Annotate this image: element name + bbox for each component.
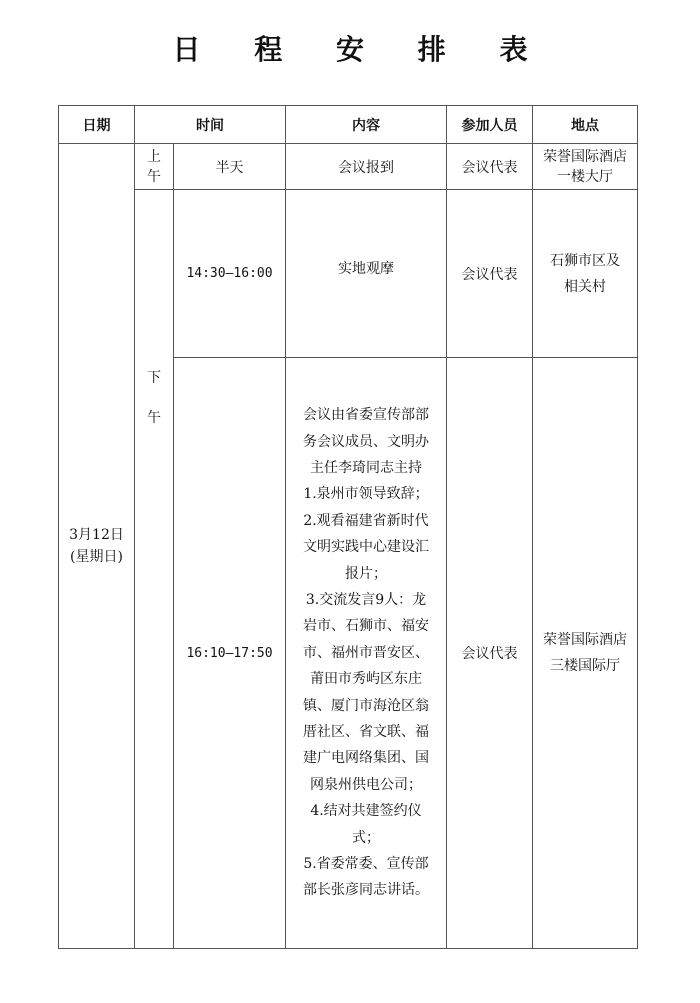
- content-line: 厝社区、省文联、福: [303, 724, 429, 741]
- morning-location: [533, 144, 638, 190]
- table-row: [59, 190, 638, 358]
- header-date: 日期: [59, 106, 135, 144]
- meeting-location: [533, 358, 638, 949]
- content-line: 式；: [352, 829, 380, 846]
- afternoon-label-2: 午: [147, 410, 161, 426]
- content-line: 务会议成员、文明办: [303, 433, 429, 450]
- date-day: 3月12日: [69, 527, 124, 543]
- table-row: [59, 144, 638, 190]
- meeting-location-2: 三楼国际厅: [550, 658, 620, 674]
- morning-content: 会议报到: [286, 144, 447, 190]
- content-line: 报片；: [345, 565, 387, 582]
- meeting-participants: 会议代表: [447, 358, 533, 949]
- visit-location: [533, 190, 638, 358]
- content-line: 文明实践中心建设汇: [303, 539, 429, 556]
- content-line: 岩市、石狮市、福安: [303, 618, 429, 635]
- morning-location-1: 荣誉国际酒店: [543, 148, 627, 165]
- content-line: 5.省委常委、宣传部: [303, 856, 429, 873]
- content-line: 3.交流发言9人：龙: [305, 591, 427, 608]
- content-line: 市、福州市晋安区、: [303, 644, 429, 661]
- content-line: 镇、厦门市海沧区翁: [303, 697, 429, 714]
- date-weekday: (星期日): [70, 549, 123, 565]
- header-content: 内容: [286, 106, 447, 144]
- content-line: 部长张彦同志讲话。: [303, 882, 429, 899]
- meeting-location-1: 荣誉国际酒店: [543, 632, 627, 648]
- content-line: 莆田市秀屿区东庄: [310, 671, 422, 688]
- morning-label-2: 午: [147, 168, 161, 185]
- visit-content: 实地观摩: [286, 190, 447, 358]
- afternoon-label: [135, 190, 174, 949]
- morning-label-1: 上: [147, 148, 161, 165]
- content-line: 2.观看福建省新时代: [303, 512, 429, 529]
- afternoon-label-1: 下: [147, 370, 161, 386]
- content-line: 主任李琦同志主持: [310, 459, 422, 476]
- meeting-time: 16:10—17:50: [174, 358, 286, 949]
- visit-location-2: 相关村: [564, 278, 606, 295]
- morning-participants: 会议代表: [447, 144, 533, 190]
- content-line: 4.结对共建签约仪: [310, 803, 422, 820]
- header-location: 地点: [533, 106, 638, 144]
- content-line: 1.泉州市领导致辞；: [303, 486, 429, 503]
- schedule-table: [58, 105, 638, 949]
- visit-participants: 会议代表: [447, 190, 533, 358]
- content-line: 网泉州供电公司；: [310, 776, 422, 793]
- content-line: 会议由省委宣传部部: [303, 407, 429, 424]
- header-time: 时间: [135, 106, 286, 144]
- morning-time: 半天: [174, 144, 286, 190]
- content-line: 建广电网络集团、国: [303, 750, 429, 767]
- header-row: [59, 106, 638, 144]
- header-participants: 参加人员: [447, 106, 533, 144]
- morning-label: [135, 144, 174, 190]
- visit-time: 14:30—16:00: [174, 190, 286, 358]
- visit-location-1: 石狮市区及: [550, 252, 620, 269]
- page-title: 日 程 安 排 表: [172, 33, 550, 66]
- date-cell: [59, 144, 135, 949]
- morning-location-2: 一楼大厅: [557, 168, 613, 185]
- meeting-content: [286, 358, 447, 949]
